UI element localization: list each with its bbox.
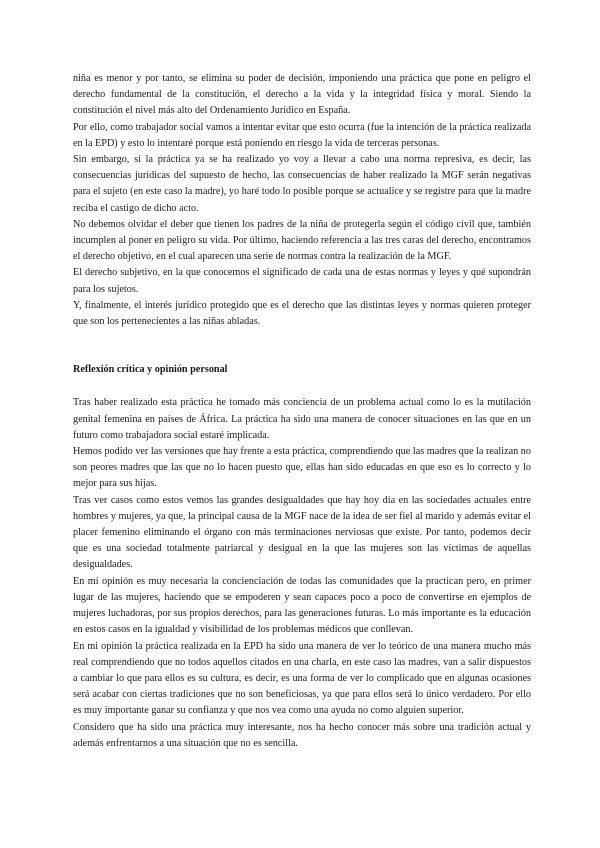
paragraph: Y, finalmente, el interés jurídico protegido que es el derecho que las distintas leyes y normas quieren proteger que son los pertenecientes a las niñas abladas. (73, 299, 531, 328)
paragraph: El derecho subjetivo, en la que conocemos el significado de cada una de estas normas y leyes y qué supondrán para los sujetos. (73, 267, 531, 295)
paragraph: Hemos podido ver las versiones que hay frente a esta práctica, comprendiendo que las madres que la realizan no son peores madres que las que no lo hacen puesto que, ellas han sido educadas en que eso es lo correcto y lo mejor para sus hijas. (73, 446, 531, 490)
section-heading: Reflexión crítica y opinión personal (73, 364, 228, 376)
paragraph: Tras ver casos como estos vemos las grandes desigualdades que hay hoy día en las sociedades actuales entre hombres y mujeres, ya que, la principal causa de la MGF nace de la idea de ser fiel al marido y además evitar el placer femenino eliminando el órgano con más terminaciones nerviosas que existe. Por tanto, podemos decir que es una sociedad totalmente patriarcal y desigual en la que las mujeres son las víctimas de aquellas desigualdades. (73, 494, 531, 571)
paragraph: No debemos olvidar el deber que tienen los padres de la niña de protegerla según el código civil que, también incumplen al poner en peligro su vida. Por último, haciendo referencia a las tres caras del derecho, encontramos el derecho objetivo, en el cual aparecen una serie de normas contra la realización de la MGF. (73, 218, 531, 263)
paragraph: Sin embargo, si la práctica ya se ha realizado yo voy a llevar a cabo una norma represiva, es decir, las consecuencias jurídicas del supuesto de hecho, las consecuencias de haber realizado la MGF serán negativas para el sujeto (en este caso la madre), yo haré todo lo posible porque se actualice y se registre para que la madre reciba el castigo de dicho acto. (73, 154, 531, 214)
paragraph: Tras haber realizado esta práctica he tomado más conciencia de un problema actual como lo es la mutilación genital femenina en países de África. La práctica ha sido una manera de conocer situaciones en las que en un futuro como trabajadora social estaré implicada. (73, 397, 531, 441)
paragraph: niña es menor y por tanto, se elimina su poder de decisión, imponiendo una práctica que pone en peligro el derecho fundamental de la constitución, el derecho a la vida y la integridad física y moral. Siendo la constitución el nivel más alto del Ordenamiento Jurídico en España. (73, 73, 531, 117)
paragraph: En mi opinión la práctica realizada en la EPD ha sido una manera de ver lo teórico de una manera mucho más real comprendiendo que no todos aquellos citados en una charla, en este caso las madres, van a salir dispuestos a cambiar lo que para ellos es su cultura, es decir, es una forma de ver lo complicado que en algunas ocasiones será acabar con ciertas tradiciones que no son beneficiosas, ya que para ellos será lo único verdadero. Por ello es muy importante ganar su confianza y que nos vea como una ayuda no como alguien superior. (73, 640, 531, 717)
document-body (73, 71, 531, 752)
paragraph: En mi opinión es muy necesaria la concienciación de todas las comunidades que la practican pero, en primer lugar de las mujeres, haciendo que se empoderen y sean capaces poco a poco de convertirse en ejemplos de mujeres luchadoras, por sus propios derechos, para las generaciones futuras. Lo más importante es la educación en estos casos en la igualdad y visibilidad de los problemas médicos que conllevan. (73, 575, 531, 636)
paragraph: Por ello, como trabajador social vamos a intentar evitar que esto ocurra (fue la intención de la práctica realizada en la EPD) y esto lo intentaré porque está poniendo en riesgo la vida de terceras personas. (73, 121, 531, 149)
paragraph: Considero que ha sido una práctica muy interesante, nos ha hecho conocer más sobre una tradición actual y además enfrentarnos a una situación que no es sencilla. (73, 721, 531, 749)
